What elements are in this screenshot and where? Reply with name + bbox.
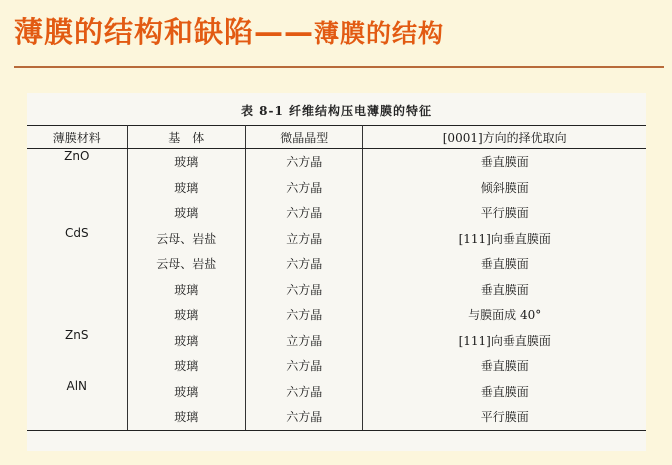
slide-title (14, 10, 444, 51)
data-table (27, 125, 646, 431)
cell-substrate: 玻璃 (127, 302, 245, 328)
cell-substrate: 玻璃 (127, 328, 245, 354)
cell-substrate: 玻璃 (127, 404, 245, 430)
cell-substrate: 玻璃 (127, 149, 245, 175)
cell-material (27, 200, 127, 226)
cell-substrate: 玻璃 (127, 175, 245, 201)
cell-crystal: 六方晶 (246, 302, 363, 328)
scanned-table-image (27, 93, 646, 451)
cell-substrate: 云母、岩盐 (127, 251, 245, 277)
cell-substrate: 玻璃 (127, 277, 245, 303)
table-row (27, 328, 646, 354)
cell-orientation: [111]向垂直膜面 (458, 333, 551, 348)
header-cell: 微晶晶型 (246, 126, 363, 149)
cell-crystal: 六方晶 (246, 404, 363, 430)
cell-orientation: 垂直膜面 (480, 384, 529, 399)
table-row (27, 353, 646, 379)
cell-material: CdS (27, 226, 127, 252)
cell-substrate: 玻璃 (127, 379, 245, 405)
table-row (27, 277, 646, 303)
header-cell: [0001]方向的择优取向 (363, 126, 646, 149)
table-row (27, 302, 646, 328)
cell-crystal: 立方晶 (246, 328, 363, 354)
cell-orientation: 平行膜面 (480, 206, 529, 221)
table-caption: 表 8-1 纤维结构压电薄膜的特征 (240, 104, 433, 118)
cell-material (27, 404, 127, 430)
cell-material (27, 277, 127, 303)
cell-orientation: 垂直膜面 (480, 359, 529, 374)
header-cell: 薄膜材料 (27, 126, 127, 149)
cell-orientation: 垂直膜面 (480, 257, 529, 272)
cell-orientation: [111]向垂直膜面 (458, 231, 551, 246)
cell-crystal: 六方晶 (246, 251, 363, 277)
table-header-row (27, 126, 646, 149)
cell-crystal: 六方晶 (246, 175, 363, 201)
cell-crystal: 六方晶 (246, 277, 363, 303)
cell-material: ZnO (27, 149, 127, 175)
table-row (27, 200, 646, 226)
cell-crystal: 六方晶 (246, 379, 363, 405)
cell-material: AlN (27, 379, 127, 405)
slide-title-dash: —— (254, 15, 315, 49)
cell-material (27, 175, 127, 201)
cell-substrate: 玻璃 (127, 200, 245, 226)
table-row (27, 149, 646, 175)
table-row (27, 226, 646, 252)
cell-orientation: 与膜面成 40° (468, 308, 542, 323)
cell-crystal: 立方晶 (246, 226, 363, 252)
cell-crystal: 六方晶 (246, 353, 363, 379)
cell-orientation: 垂直膜面 (480, 155, 529, 170)
cell-orientation: 垂直膜面 (480, 282, 529, 297)
cell-substrate: 玻璃 (127, 353, 245, 379)
cell-material (27, 251, 127, 277)
table-row (27, 175, 646, 201)
cell-material (27, 302, 127, 328)
cell-material (27, 353, 127, 379)
cell-orientation: 平行膜面 (363, 404, 646, 430)
cell-crystal: 六方晶 (246, 149, 363, 175)
table-row (27, 404, 646, 430)
table-row (27, 251, 646, 277)
table-body (27, 149, 646, 431)
cell-substrate: 云母、岩盐 (127, 226, 245, 252)
slide-title-main: 薄膜的结构和缺陷 (14, 15, 255, 49)
cell-orientation: 倾斜膜面 (480, 180, 529, 195)
table-row (27, 379, 646, 405)
slide-title-sub: 薄膜的结构 (314, 19, 445, 48)
cell-crystal: 六方晶 (246, 200, 363, 226)
title-divider (14, 66, 664, 68)
cell-material: ZnS (27, 328, 127, 354)
header-cell: 基 体 (127, 126, 245, 149)
